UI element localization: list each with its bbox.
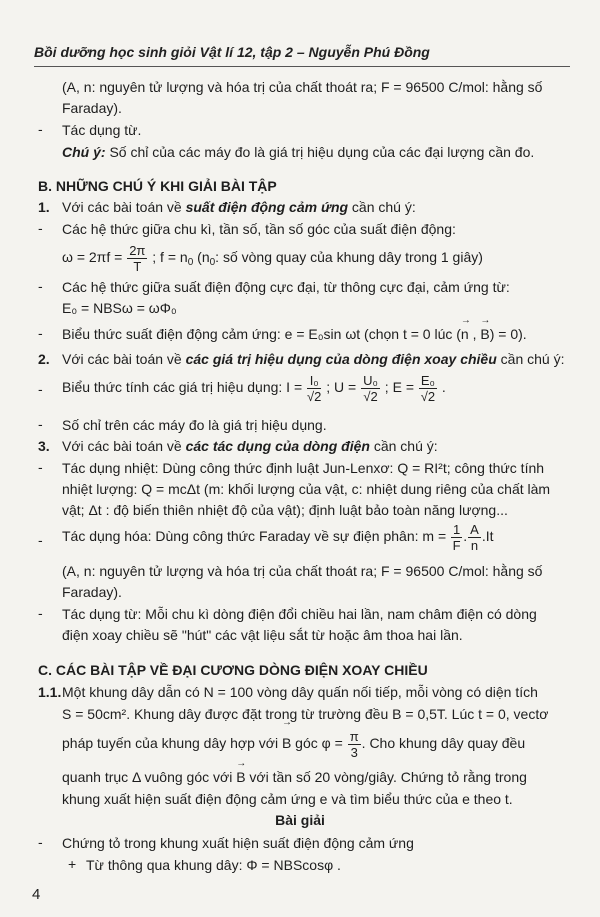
text-run: .: [437, 379, 446, 395]
fraction-den: n: [470, 537, 479, 553]
text-run: với tần số 20 vòng/giây. Chứng tỏ rằng trong: [245, 769, 527, 785]
eq-run: ω = 2πf =: [62, 249, 127, 265]
eq-run: : số vòng quay của khung dây trong 1 giây): [215, 249, 483, 265]
equation-omega: [62, 242, 483, 278]
text-line: Faraday).: [62, 584, 122, 600]
note-line: [62, 143, 534, 161]
running-header: Bồi dưỡng học sinh giỏi Vật lí 12, tập 2 – Nguyễn Phú Đồng: [34, 44, 430, 60]
vector-n: → n: [461, 325, 469, 343]
item-number: 2.: [38, 351, 50, 367]
text-run: Với các bài toán về: [62, 199, 186, 215]
problem-angle-line: [62, 727, 525, 760]
text-line: Số chỉ trên các máy đo là giá trị hiệu dụng.: [62, 417, 327, 433]
emphasis-run: suất điện động cảm ứng: [185, 199, 349, 215]
text-line: vật; Δt : độ biến thiên nhiệt độ của vật); định luật bảo toàn năng lượng...: [62, 502, 508, 518]
item-number: 3.: [38, 438, 50, 454]
emphasis-run: các tác dụng của dòng điện: [185, 438, 370, 454]
fraction: [348, 729, 361, 760]
fraction-num: I₀: [307, 373, 321, 389]
subscript: 0: [209, 257, 216, 268]
vector-B: → B: [282, 727, 291, 759]
page-number: 4: [32, 886, 41, 903]
fraction: [419, 373, 437, 404]
text-run: Tác dụng hóa: Dùng công thức Faraday về sự điện phân: m =: [62, 528, 451, 544]
text-run: Với các bài toán về: [62, 351, 186, 367]
text-line: nhiệt lượng: Q = mcΔt (m: khối lượng của vật, c: nhiệt dung riêng của chất làm: [62, 481, 551, 497]
text-line: Tác dụng từ: Mỗi chu kì dòng điện đổi chiều hai lần, nam châm điện có dòng: [62, 606, 537, 622]
header-rule: [34, 66, 570, 67]
fraction-num: 2π: [129, 242, 146, 258]
faraday-expression: Tác dụng hóa: Dùng công thức Faraday về sự điện phân: m = $\frac{1}{F}$ . $\frac{A}{n}$ .It: [62, 521, 494, 553]
text-line: Từ thông qua khung dây: Φ = NBScosφ .: [86, 857, 341, 873]
dash-bullet: -: [38, 220, 43, 236]
note-text: Số chỉ của các máy đo là giá trị hiệu dụng của các đại lượng cần đo.: [105, 144, 535, 160]
item-1: [62, 198, 416, 216]
eq-run: (n: [193, 249, 210, 265]
fraction: [451, 522, 462, 553]
section-c-title: C. CÁC BÀI TẬP VỀ ĐẠI CƯƠNG DÒNG ĐIỆN XOAY CHIỀU: [38, 662, 428, 678]
effective-values: [62, 370, 446, 404]
text-line: điện xoay chiều sẽ "hút" các vật liệu sắt từ hoặc âm thoa hai lần.: [62, 627, 463, 643]
note-label: Chú ý:: [62, 144, 106, 160]
fraction-num: A: [470, 521, 479, 537]
fraction-den: T: [133, 258, 142, 274]
text-run: .It: [481, 528, 494, 544]
text-run: Biểu thức tính các giá trị hiệu dụng: I =: [62, 379, 307, 395]
text-run: cần chú ý:: [348, 199, 416, 215]
fraction: [307, 373, 321, 404]
text-run: quanh trục Δ vuông góc với: [62, 769, 237, 785]
fraction: [468, 522, 481, 553]
dash-bullet: -: [38, 532, 43, 548]
text-run: góc φ =: [291, 735, 347, 751]
fraction-den: √2: [420, 388, 436, 404]
equation-e0: E₀ = NBSω = ωΦ₀: [62, 300, 177, 316]
solution-title: Bài giải: [275, 812, 325, 828]
dash-bullet: -: [38, 325, 43, 341]
text-line: Tác dụng từ.: [62, 122, 142, 138]
text-line: Faraday).: [62, 100, 122, 116]
text-line: Các hệ thức giữa suất điện động cực đại, từ thông cực đại, cảm ứng từ:: [62, 279, 510, 295]
text-line: (A, n: nguyên tử lượng và hóa trị của chất thoát ra; F = 96500 C/mol: hằng số: [62, 79, 543, 95]
emf-expression: [62, 325, 527, 343]
text-line: Chứng tỏ trong khung xuất hiện suất điện động cảm ứng: [62, 835, 414, 851]
dash-bullet: -: [38, 381, 43, 397]
text-run: ; U =: [322, 379, 361, 395]
text-run: ,: [468, 326, 481, 342]
text-run: cần chú ý:: [496, 351, 565, 367]
item-number: 1.: [38, 199, 50, 215]
dash-bullet: -: [38, 121, 43, 137]
subscript: 0: [187, 257, 194, 268]
fraction: [127, 243, 147, 274]
dash-bullet: -: [38, 416, 43, 432]
text-run: cần chú ý:: [369, 438, 438, 454]
text-line: khung xuất hiện suất điện động cảm ứng e và tìm biểu thức của e theo t.: [62, 791, 513, 807]
text-line: (A, n: nguyên tử lượng và hóa trị của chất thoát ra; F = 96500 C/mol: hằng số: [62, 563, 543, 579]
text-run: Biểu thức suất điện động cảm ứng: e = E₀sin ωt (chọn t = 0 lúc (: [62, 326, 461, 342]
text-run: Với các bài toán về: [62, 438, 186, 454]
dash-bullet: -: [38, 834, 43, 850]
vector-B: → B: [480, 325, 489, 343]
text-run: ) = 0).: [489, 326, 527, 342]
fraction-num: 1: [453, 521, 461, 537]
problem-number: 1.1.: [38, 684, 62, 700]
text-line: Một khung dây dẫn có N = 100 vòng dây quấn nối tiếp, mỗi vòng có diện tích: [62, 684, 538, 700]
text-run: pháp tuyến của khung dây hợp với: [62, 735, 282, 751]
text-run: ; E =: [380, 379, 418, 395]
emphasis-run: các giá trị hiệu dụng của dòng điện xoay chiều: [185, 351, 497, 367]
fraction-num: E₀: [420, 372, 435, 388]
dash-bullet: -: [38, 459, 43, 475]
item-3: [62, 437, 438, 455]
text-line: Các hệ thức giữa chu kì, tần số, tần số góc của suất điện động:: [62, 221, 456, 237]
vector-B: → B: [236, 768, 245, 786]
item-2: [62, 350, 564, 368]
dash-bullet: -: [38, 278, 43, 294]
problem-axis-line: [62, 768, 527, 786]
fraction-den: √2: [363, 388, 378, 404]
fraction-den: √2: [307, 388, 322, 404]
plus-bullet: +: [68, 856, 77, 872]
fraction-den: 3: [350, 744, 358, 760]
fraction: [361, 373, 380, 404]
fraction-den: F: [452, 537, 461, 553]
fraction-num: π: [349, 728, 359, 744]
eq-run: ; f = n: [148, 249, 188, 265]
text-line: S = 50cm². Khung dây được đặt trong từ trường đều B = 0,5T. Lúc t = 0, vectơ: [62, 706, 549, 722]
fraction-num: U₀: [363, 372, 378, 388]
dash-bullet: -: [38, 605, 43, 621]
text-run: . Cho khung dây quay đều: [361, 735, 526, 751]
section-b-title: B. NHỮNG CHÚ Ý KHI GIẢI BÀI TẬP: [38, 178, 277, 194]
text-line: Tác dụng nhiệt: Dùng công thức định luật Jun-Lenxơ: Q = RI²t; công thức tính: [62, 460, 545, 476]
